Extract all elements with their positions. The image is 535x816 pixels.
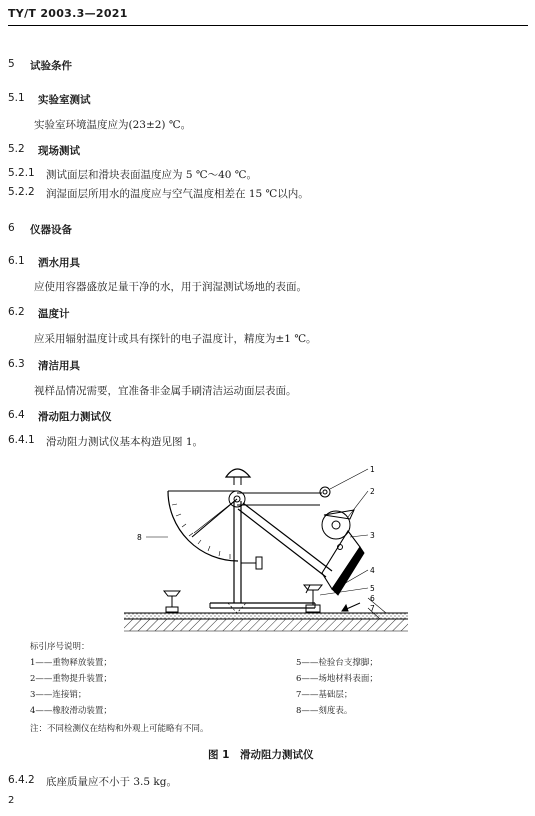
legend-item-1: 1——重物释放装置； — [30, 658, 112, 668]
legend-item-8: 8——刻度表。 — [296, 706, 353, 716]
section-6-1-number: 6.1 — [8, 255, 25, 267]
callout-7: 7 — [370, 604, 375, 613]
section-6-2-number: 6.2 — [8, 306, 25, 318]
header-rule — [8, 25, 528, 26]
section-6-4-1-number: 6.4.1 — [8, 434, 35, 446]
callout-3: 3 — [370, 531, 375, 540]
section-5-2-2-number: 5.2.2 — [8, 186, 35, 198]
legend-item-7: 7——基础层； — [296, 690, 353, 700]
section-5-1-number: 5.1 — [8, 92, 25, 104]
standard-code: TY/T 2003.3—2021 — [8, 7, 128, 20]
callout-6: 6 — [370, 594, 375, 603]
legend-title: 标引序号说明： — [30, 642, 90, 652]
section-5-1-title: 实验室测试 — [38, 94, 91, 106]
section-6-3-title: 清洁用具 — [38, 360, 80, 372]
section-6-title: 仪器设备 — [30, 224, 72, 236]
section-5-2-1-text: 测试面层和滑块表面温度应为 5 ℃～40 ℃。 — [46, 169, 258, 181]
callout-2: 2 — [370, 487, 375, 496]
section-6-2-text: 应采用辐射温度计或具有探针的电子温度计，精度为±1 ℃。 — [34, 333, 317, 345]
callout-4: 4 — [370, 566, 375, 575]
section-6-4-title: 滑动阻力测试仪 — [38, 411, 112, 423]
figure-caption: 图 1 滑动阻力测试仪 — [208, 749, 314, 761]
pendulum-tester-diagram — [110, 455, 410, 640]
legend-item-3: 3——连接销； — [30, 690, 87, 700]
section-5-number: 5 — [8, 58, 15, 70]
callout-8: 8 — [137, 533, 142, 542]
section-5-1-text: 实验室环境温度应为(23±2) ℃。 — [34, 119, 192, 131]
legend-item-4: 4——橡胶滑动装置； — [30, 706, 112, 716]
section-6-4-2-number: 6.4.2 — [8, 774, 35, 786]
section-6-4-2-text: 底座质量应不小于 3.5 kg。 — [46, 776, 177, 788]
legend-item-5: 5——检验台支撑脚； — [296, 658, 378, 668]
callout-5: 5 — [370, 584, 375, 593]
section-5-2-number: 5.2 — [8, 143, 25, 155]
figure-note: 注：不同检测仪在结构和外观上可能略有不同。 — [30, 724, 209, 734]
page-number: 2 — [8, 795, 15, 806]
section-6-1-text: 应使用容器盛放足量干净的水，用于润湿测试场地的表面。 — [34, 281, 307, 293]
section-5-title: 试验条件 — [30, 60, 72, 72]
legend-item-2: 2——重物提升装置； — [30, 674, 112, 684]
section-6-4-1-text: 滑动阻力测试仪基本构造见图 1。 — [46, 436, 204, 448]
section-6-3-number: 6.3 — [8, 358, 25, 370]
section-5-2-1-number: 5.2.1 — [8, 167, 35, 179]
section-6-3-text: 视样品情况需要，宜准备非金属手刷清洁运动面层表面。 — [34, 385, 297, 397]
section-5-2-title: 现场测试 — [38, 145, 80, 157]
section-6-4-number: 6.4 — [8, 409, 25, 421]
section-6-2-title: 温度计 — [38, 308, 70, 320]
section-5-2-2-text: 润湿面层所用水的温度应与空气温度相差在 15 ℃以内。 — [46, 188, 309, 200]
section-6-1-title: 洒水用具 — [38, 257, 80, 269]
section-6-number: 6 — [8, 222, 15, 234]
legend-item-6: 6——场地材料表面； — [296, 674, 378, 684]
callout-1: 1 — [370, 465, 375, 474]
